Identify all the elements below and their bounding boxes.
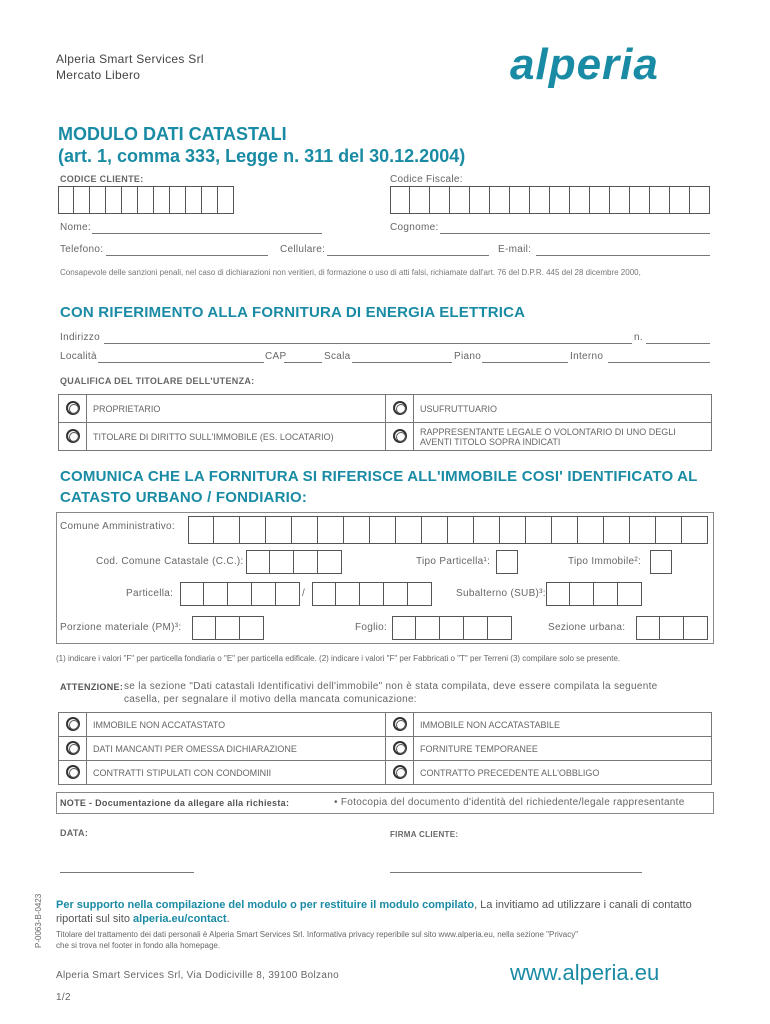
qualifica-label: QUALIFICA DEL TITOLARE DELL'UTENZA: [60, 376, 255, 386]
option-label: FORNITURE TEMPORANEE [414, 737, 712, 761]
char-cell[interactable] [660, 616, 684, 640]
char-cell[interactable] [216, 616, 240, 640]
char-cell[interactable] [450, 186, 470, 214]
tipo-immobile-input[interactable] [650, 550, 672, 574]
date-field[interactable] [60, 872, 194, 873]
disclaimer-text: Consapevole delle sanzioni penali, nel caso di dichiarazioni non veritieri, di formazione o uso di atti falsi, richiamate dall'art. 76 del D.P.R. 445 del 28 dicembre 2000, [60, 268, 641, 277]
char-cell[interactable] [170, 186, 186, 214]
char-cell[interactable] [202, 186, 218, 214]
char-cell[interactable] [228, 582, 252, 606]
option-forniture-temporanee[interactable] [386, 737, 414, 761]
option-label: PROPRIETARIO [87, 395, 386, 423]
attention-text-2: casella, per segnalare il motivo della mancata comunicazione: [124, 694, 417, 705]
radio-icon [393, 765, 407, 779]
char-cell[interactable] [276, 582, 300, 606]
number-label: n. [634, 332, 643, 343]
option-contratto-precedente[interactable] [386, 761, 414, 785]
privacy-line-1: Titolare del trattamento dei dati personali è Alperia Smart Services Srl. Informativa privacy reperibile sul sito www.alperia.eu, nella sezione "Privacy" [56, 930, 579, 939]
number-field[interactable] [646, 343, 710, 344]
particella-label: Particella: [126, 588, 174, 599]
radio-icon [66, 717, 80, 731]
support-rest: , La invitiamo ad utilizzare i canali di contatto [474, 899, 692, 911]
cc-label: Cod. Comune Catastale (C.C.): [96, 556, 244, 567]
char-cell[interactable] [240, 516, 266, 544]
address-field[interactable] [104, 343, 632, 344]
attention-options [58, 712, 712, 785]
name-field[interactable] [92, 233, 322, 234]
document-code: P-0063-B-0423 [34, 893, 43, 948]
char-cell[interactable] [370, 516, 396, 544]
char-cell[interactable] [318, 550, 342, 574]
char-cell[interactable] [590, 186, 610, 214]
footer-address: Alperia Smart Services Srl, Via Dodiciville 8, 39100 Bolzano [56, 970, 339, 981]
char-cell[interactable] [204, 582, 228, 606]
char-cell[interactable] [490, 186, 510, 214]
char-cell[interactable] [266, 516, 292, 544]
cap-field[interactable] [284, 362, 322, 363]
company-name: Alperia Smart Services Srl [56, 52, 204, 66]
website-link[interactable]: www.alperia.eu [510, 960, 660, 985]
char-cell[interactable] [464, 616, 488, 640]
mobile-field[interactable] [327, 255, 489, 256]
option-proprietario[interactable] [59, 395, 87, 423]
email-label: E-mail: [498, 244, 532, 255]
option-titolare[interactable] [59, 423, 87, 451]
city-field[interactable] [98, 362, 264, 363]
stair-field[interactable] [352, 362, 452, 363]
char-cell[interactable] [650, 186, 670, 214]
char-cell[interactable] [440, 616, 464, 640]
char-cell[interactable] [180, 582, 204, 606]
particella-slash: / [302, 588, 306, 599]
option-rappresentante[interactable] [386, 423, 414, 451]
char-cell[interactable] [154, 186, 170, 214]
contact-link[interactable]: alperia.eu/contact [133, 913, 227, 925]
floor-label: Piano [454, 351, 482, 362]
tipo-particella-input[interactable] [496, 550, 518, 574]
cadastre-heading-1: COMUNICA CHE LA FORNITURA SI RIFERISCE ALL'IMMOBILE COSI' IDENTIFICATO AL [60, 468, 698, 485]
option-label: USUFRUTTUARIO [414, 395, 712, 423]
tipo-particella-label: Tipo Particella¹: [416, 556, 491, 567]
char-cell[interactable] [384, 582, 408, 606]
sezione-input[interactable] [636, 616, 708, 640]
qualifica-options [58, 394, 712, 451]
foglio-label: Foglio: [355, 622, 388, 633]
particella-input-a[interactable] [180, 582, 300, 606]
interior-label: Interno [570, 351, 604, 362]
char-cell[interactable] [294, 550, 318, 574]
char-cell[interactable] [218, 186, 234, 214]
phone-label: Telefono: [60, 244, 104, 255]
attention-label: ATTENZIONE: [60, 682, 124, 692]
char-cell[interactable] [670, 186, 690, 214]
char-cell[interactable] [186, 186, 202, 214]
cadastre-footnote: (1) indicare i valori "F" per particella fondiaria o "E" per particella edificale. (2) indicare i valori "F" per Fabbricati o "T" per Terreni (3) compilare solo se presente. [56, 654, 621, 663]
support-bold: Per supporto nella compilazione del modulo o per restituire il modulo compilato [56, 899, 475, 911]
option-label: IMMOBILE NON ACCATASTABILE [414, 713, 712, 737]
char-cell[interactable] [106, 186, 122, 214]
support-pre: riportati sul sito [56, 913, 134, 925]
char-cell[interactable] [246, 550, 270, 574]
char-cell[interactable] [240, 616, 264, 640]
signature-field[interactable] [390, 872, 642, 873]
char-cell[interactable] [430, 186, 450, 214]
option-dati-mancanti[interactable] [59, 737, 87, 761]
char-cell[interactable] [390, 186, 410, 214]
radio-icon [66, 429, 80, 443]
market-label: Mercato Libero [56, 68, 141, 82]
mobile-label: Cellulare: [280, 244, 326, 255]
char-cell[interactable] [474, 516, 500, 544]
char-cell[interactable] [488, 616, 512, 640]
floor-field[interactable] [482, 362, 568, 363]
radio-icon [393, 717, 407, 731]
comune-label: Comune Amministrativo: [60, 521, 175, 532]
char-cell[interactable] [74, 186, 90, 214]
foglio-input[interactable] [392, 616, 512, 640]
char-cell[interactable] [610, 186, 630, 214]
char-cell[interactable] [552, 516, 578, 544]
note-label: NOTE - Documentazione da allegare alla richiesta: [60, 798, 290, 808]
radio-icon [66, 401, 80, 415]
option-label: CONTRATTI STIPULATI CON CONDOMINII [87, 761, 386, 785]
option-label: RAPPRESENTANTE LEGALE O VOLONTARIO DI UNO DEGLI AVENTI TITOLO SOPRA INDICATI [414, 423, 712, 451]
date-label: DATA: [60, 828, 89, 838]
attention-text-1: se la sezione "Dati catastali Identificativi dell'immobile" non è stata compilata, deve essere compilata la seguente [124, 681, 658, 692]
form-subtitle: (art. 1, comma 333, Legge n. 311 del 30.12.2004) [58, 146, 466, 166]
char-cell[interactable] [630, 186, 650, 214]
surname-field[interactable] [440, 233, 710, 234]
option-label: IMMOBILE NON ACCATASTATO [87, 713, 386, 737]
fiscal-code-input[interactable] [390, 186, 710, 214]
surname-label: Cognome: [390, 222, 439, 233]
char-cell[interactable] [416, 616, 440, 640]
char-cell[interactable] [690, 186, 710, 214]
char-cell[interactable] [546, 582, 570, 606]
cc-input[interactable] [246, 550, 342, 574]
char-cell[interactable] [570, 186, 590, 214]
radio-icon [393, 429, 407, 443]
char-cell[interactable] [500, 516, 526, 544]
char-cell[interactable] [192, 616, 216, 640]
char-cell[interactable] [604, 516, 630, 544]
char-cell[interactable] [530, 186, 550, 214]
char-cell[interactable] [270, 550, 294, 574]
char-cell[interactable] [410, 186, 430, 214]
support-post: . [226, 913, 230, 925]
char-cell[interactable] [684, 616, 708, 640]
support-line-2 [56, 913, 230, 925]
char-cell[interactable] [318, 516, 344, 544]
option-non-accatastato[interactable] [59, 713, 87, 737]
form-title: MODULO DATI CATASTALI [58, 124, 287, 144]
signature-label: FIRMA CLIENTE: [390, 830, 459, 839]
particella-input-b[interactable] [312, 582, 432, 606]
option-label: DATI MANCANTI PER OMESSA DICHIARAZIONE [87, 737, 386, 761]
radio-icon [393, 741, 407, 755]
address-label: Indirizzo [60, 332, 100, 343]
char-cell[interactable] [344, 516, 370, 544]
char-cell[interactable] [138, 186, 154, 214]
porzione-input[interactable] [192, 616, 264, 640]
radio-icon [393, 401, 407, 415]
char-cell[interactable] [312, 582, 336, 606]
char-cell[interactable] [682, 516, 708, 544]
note-value: • Fotocopia del documento d'identità del richiedente/legale rappresentante [334, 797, 685, 808]
char-cell[interactable] [636, 616, 660, 640]
stair-label: Scala [324, 351, 351, 362]
support-line-1 [56, 899, 692, 911]
char-cell[interactable] [578, 516, 604, 544]
tipo-immobile-label: Tipo Immobile²: [568, 556, 642, 567]
char-cell[interactable] [392, 616, 416, 640]
comune-input[interactable] [188, 516, 708, 544]
option-label: TITOLARE DI DIRITTO SULL'IMMOBILE (ES. LOCATARIO) [87, 423, 386, 451]
char-cell[interactable] [510, 186, 530, 214]
fiscal-code-label: Codice Fiscale: [390, 174, 463, 185]
privacy-line-2: che si trova nel footer in fondo alla homepage. [56, 941, 221, 950]
client-code-input[interactable] [58, 186, 234, 214]
char-cell[interactable] [360, 582, 384, 606]
char-cell[interactable] [122, 186, 138, 214]
char-cell[interactable] [90, 186, 106, 214]
char-cell[interactable] [594, 582, 618, 606]
char-cell[interactable] [630, 516, 656, 544]
porzione-label: Porzione materiale (PM)³: [60, 622, 182, 633]
char-cell[interactable] [188, 516, 214, 544]
supply-heading: CON RIFERIMENTO ALLA FORNITURA DI ENERGIA ELETTRICA [60, 304, 526, 321]
name-label: Nome: [60, 222, 91, 233]
char-cell[interactable] [396, 516, 422, 544]
sezione-label: Sezione urbana: [548, 622, 626, 633]
option-condominii[interactable] [59, 761, 87, 785]
client-code-label: CODICE CLIENTE: [60, 174, 144, 184]
char-cell[interactable] [292, 516, 318, 544]
option-non-accatastabile[interactable] [386, 713, 414, 737]
char-cell[interactable] [618, 582, 642, 606]
subalterno-input[interactable] [546, 582, 642, 606]
alperia-logo: alperia [510, 40, 659, 89]
radio-icon [66, 765, 80, 779]
option-label: CONTRATTO PRECEDENTE ALL'OBBLIGO [414, 761, 712, 785]
radio-icon [66, 741, 80, 755]
char-cell[interactable] [470, 186, 490, 214]
page-number: 1/2 [56, 992, 71, 1003]
char-cell[interactable] [526, 516, 552, 544]
char-cell[interactable] [58, 186, 74, 214]
cadastre-heading-2: CATASTO URBANO / FONDIARIO: [60, 489, 308, 506]
city-label: Località [60, 351, 97, 362]
phone-field[interactable] [106, 255, 268, 256]
cap-label: CAP [265, 351, 287, 362]
interior-field[interactable] [608, 362, 710, 363]
char-cell[interactable] [252, 582, 276, 606]
char-cell[interactable] [422, 516, 448, 544]
char-cell[interactable] [336, 582, 360, 606]
option-usufruttuario[interactable] [386, 395, 414, 423]
subalterno-label: Subalterno (SUB)³: [456, 588, 546, 599]
email-field[interactable] [536, 255, 710, 256]
char-cell[interactable] [408, 582, 432, 606]
char-cell[interactable] [570, 582, 594, 606]
char-cell[interactable] [550, 186, 570, 214]
char-cell[interactable] [214, 516, 240, 544]
char-cell[interactable] [448, 516, 474, 544]
char-cell[interactable] [656, 516, 682, 544]
